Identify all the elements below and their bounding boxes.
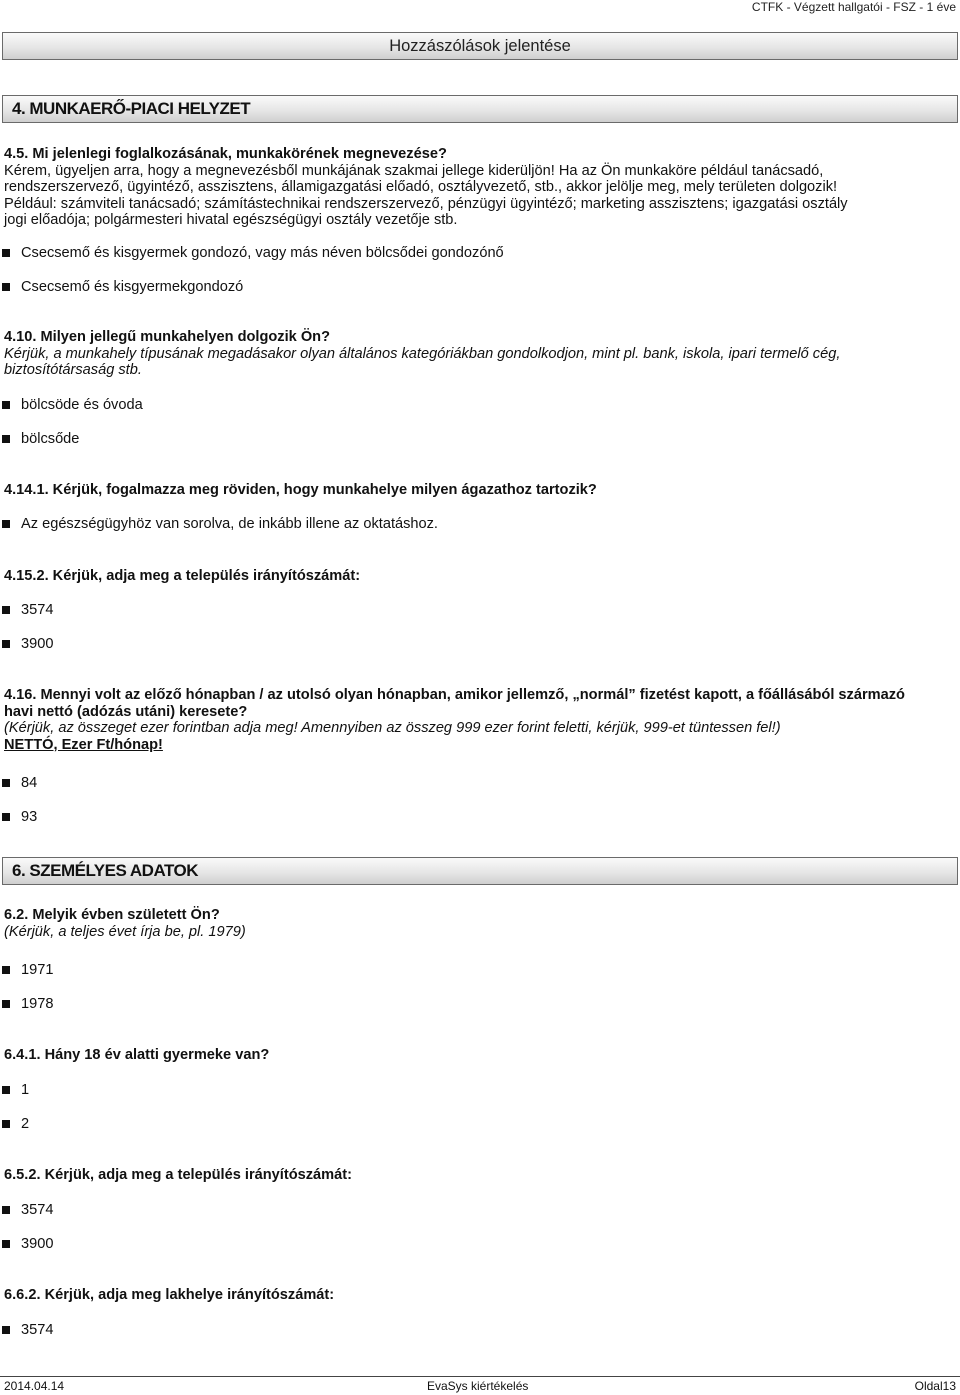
- square-bullet-icon: [2, 1206, 10, 1214]
- question-hint: (Kérjük, az összeget ezer forintban adja meg! Amennyiben az összeg 999 ezer forint feletti, kérjük, 999-et tüntessen fel!): [4, 720, 781, 736]
- answer-text: 3900: [21, 1236, 54, 1252]
- square-bullet-icon: [2, 779, 10, 787]
- square-bullet-icon: [2, 640, 10, 648]
- question-title: 6.4.1. Hány 18 év alatti gyermeke van?: [4, 1047, 270, 1063]
- answer-text: 3574: [21, 1322, 54, 1338]
- question-text-line: rendszerszervező, ügyintéző, asszisztens, államigazgatási előadó, osztályvezető, stb., akkor jelölje meg, mely területen dolgozik!: [4, 179, 838, 195]
- square-bullet-icon: [2, 1086, 10, 1094]
- section-heading-band: [2, 95, 958, 123]
- document-header: CTFK - Végzett hallgatói - FSZ - 1 éve: [751, 0, 956, 14]
- answer-text: Az egészségügyhöz van sorolva, de inkább illene az oktatáshoz.: [21, 516, 438, 532]
- answer-text: bölcsőde: [21, 431, 80, 447]
- answer-text: 1978: [21, 996, 54, 1012]
- answer-text: 2: [21, 1116, 30, 1132]
- question-title: 4.10. Milyen jellegű munkahelyen dolgozik Ön?: [4, 329, 331, 345]
- question-block: [4, 907, 954, 940]
- question-block: [4, 329, 954, 379]
- square-bullet-icon: [2, 1000, 10, 1008]
- square-bullet-icon: [2, 520, 10, 528]
- square-bullet-icon: [2, 401, 10, 409]
- question-block: [4, 1287, 954, 1304]
- square-bullet-icon: [2, 606, 10, 614]
- question-title-line: havi nettó (adózás utáni) keresete?: [4, 703, 248, 720]
- footer-date: 2014.04.14: [4, 1379, 65, 1393]
- square-bullet-icon: [2, 1326, 10, 1334]
- question-title-line: 4.16. Mennyi volt az előző hónapban / az utolsó olyan hónapban, amikor jellemző, „normál” fizetést kapott, a főállásából származó: [4, 687, 905, 703]
- answer-text: 1: [21, 1082, 30, 1098]
- question-block: [4, 687, 954, 753]
- question-hint-line: Kérjük, a munkahely típusának megadásakor olyan általános kategóriákban gondolkodjon, mint pl. bank, iskola, ipari termelő cég,: [4, 345, 841, 362]
- section-heading-band: [2, 857, 958, 885]
- footer-center: EvaSys kiértékelés: [427, 1379, 529, 1393]
- question-title: 4.15.2. Kérjük, adja meg a település irányítószámát:: [4, 568, 361, 584]
- question-title: 6.5.2. Kérjük, adja meg a település irányítószámát:: [4, 1167, 352, 1183]
- answer-text: 3900: [21, 636, 54, 652]
- answer-text: 93: [21, 809, 38, 825]
- answer-text: 1971: [21, 962, 54, 978]
- square-bullet-icon: [2, 435, 10, 443]
- question-hint: (Kérjük, a teljes évet írja be, pl. 1979): [4, 923, 246, 940]
- answer-text: 3574: [21, 1202, 54, 1218]
- square-bullet-icon: [2, 1120, 10, 1128]
- section-heading: 4. MUNKAERŐ-PIACI HELYZET: [12, 99, 251, 118]
- question-block: [4, 146, 954, 229]
- question-title: 4.14.1. Kérjük, fogalmazza meg röviden, hogy munkahelye milyen ágazathoz tartozik?: [4, 482, 597, 498]
- answer-text: Csecsemő és kisgyermekgondozó: [21, 279, 244, 295]
- answer-text: 3574: [21, 602, 54, 618]
- question-unit: NETTÓ, Ezer Ft/hónap!: [4, 736, 163, 753]
- question-block: [4, 1167, 954, 1184]
- square-bullet-icon: [2, 283, 10, 291]
- section-heading: 6. SZEMÉLYES ADATOK: [12, 861, 199, 880]
- question-title: 6.2. Melyik évben született Ön?: [4, 907, 220, 923]
- answer-text: bölcsöde és óvoda: [21, 397, 143, 413]
- report-title-band: [2, 32, 958, 60]
- question-block: [4, 568, 954, 585]
- question-hint-line: biztosítótársaság stb.: [4, 362, 142, 378]
- square-bullet-icon: [2, 813, 10, 821]
- footer-page: Oldal13: [914, 1379, 956, 1393]
- question-text-line: jogi előadója; polgármesteri hivatal egészségügyi osztály vezetője stb.: [4, 212, 458, 228]
- question-block: [4, 482, 954, 499]
- question-block: [4, 1047, 954, 1064]
- footer-divider: [0, 1376, 960, 1377]
- question-title: 4.5. Mi jelenlegi foglalkozásának, munkakörének megnevezése?: [4, 146, 447, 162]
- question-text-line: Például: számviteli tanácsadó; számítástechnikai rendszerszervező, pénzügyi ügyintéző; marketing asszisztens; igazgatási osztály: [4, 195, 848, 212]
- square-bullet-icon: [2, 249, 10, 257]
- square-bullet-icon: [2, 1240, 10, 1248]
- question-title: 6.6.2. Kérjük, adja meg lakhelye irányítószámát:: [4, 1287, 335, 1303]
- answer-text: Csecsemő és kisgyermek gondozó, vagy más néven bölcsődei gondozónő: [21, 245, 504, 261]
- question-text-line: Kérem, ügyeljen arra, hogy a megnevezésből munkájának szakmai jellege kiderüljön! Ha az Ön munkaköre például tanácsadó,: [4, 162, 824, 179]
- report-title: Hozzászólások jelentése: [389, 37, 571, 55]
- square-bullet-icon: [2, 966, 10, 974]
- answer-text: 84: [21, 775, 38, 791]
